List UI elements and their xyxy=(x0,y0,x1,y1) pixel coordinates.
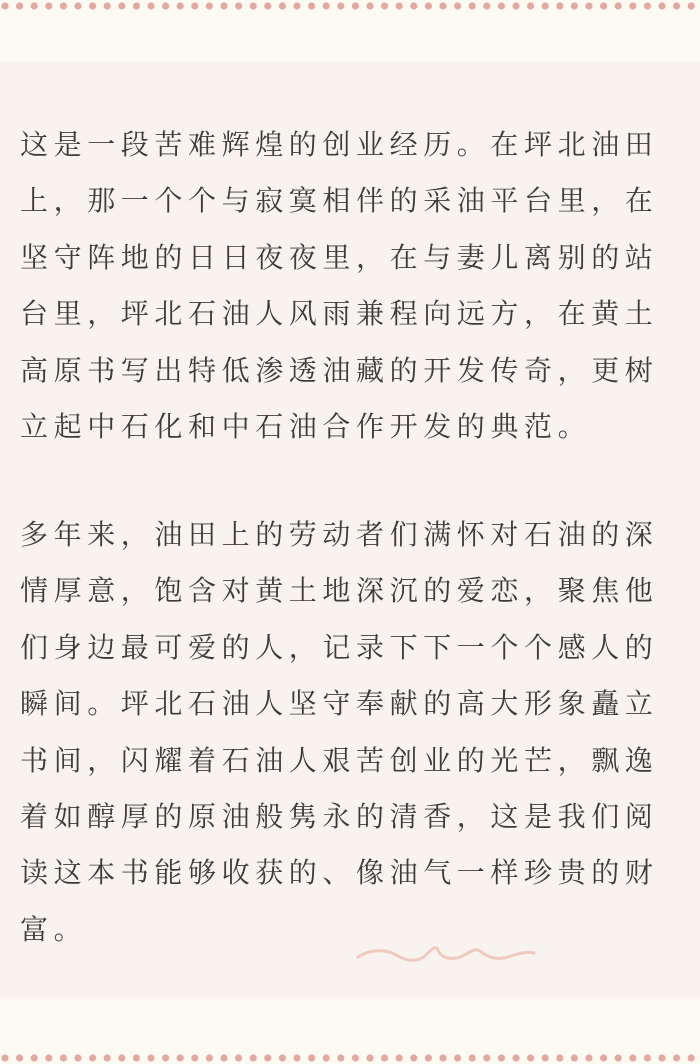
border-dot xyxy=(235,1054,242,1061)
border-dot xyxy=(235,2,242,9)
border-dot xyxy=(250,2,257,9)
border-dot xyxy=(352,2,359,9)
border-dot xyxy=(644,1054,651,1061)
border-dot xyxy=(220,2,227,9)
border-dot xyxy=(527,2,534,9)
border-dot xyxy=(483,2,490,9)
border-dot xyxy=(454,1054,461,1061)
border-dot xyxy=(542,2,549,9)
border-dot xyxy=(104,2,111,9)
border-dot xyxy=(498,2,505,9)
border-dot xyxy=(396,2,403,9)
border-dot xyxy=(556,2,563,9)
border-dot xyxy=(308,2,315,9)
border-dot xyxy=(439,1054,446,1061)
border-dot xyxy=(512,2,519,9)
border-dot xyxy=(89,1054,96,1061)
border-dot xyxy=(220,1054,227,1061)
article-paragraph-2: 多年来，油田上的劳动者们满怀对石油的深情厚意，饱含对黄土地深沉的爱恋，聚焦他们身边最可爱的人，记录下下一个个感人的瞬间。坪北石油人坚守奉献的高大形象矗立书间，闪耀着石油人艰苦创业的光芒，飘逸着如醇厚的原油般隽永的清香，这是我们阅读这本书能够收获的、像油气一样珍贵的财富。 xyxy=(20,518,659,946)
border-dot xyxy=(1,2,8,9)
border-dot xyxy=(60,1054,67,1061)
border-dot xyxy=(147,1054,154,1061)
border-dot xyxy=(323,1054,330,1061)
top-dot-border xyxy=(0,0,700,12)
border-dot xyxy=(337,2,344,9)
border-dot xyxy=(118,2,125,9)
border-dot xyxy=(498,1054,505,1061)
border-dot xyxy=(162,1054,169,1061)
border-dot xyxy=(688,1054,695,1061)
dot-border-icon xyxy=(0,0,700,12)
border-dot xyxy=(512,1054,519,1061)
border-dot xyxy=(425,1054,432,1061)
border-dot xyxy=(439,2,446,9)
border-dot xyxy=(89,2,96,9)
border-dot xyxy=(629,1054,636,1061)
dot-border-icon xyxy=(0,1052,700,1064)
border-dot xyxy=(658,2,665,9)
border-dot xyxy=(74,2,81,9)
border-dot xyxy=(293,2,300,9)
border-dot xyxy=(615,2,622,9)
border-dot xyxy=(31,2,38,9)
border-dot xyxy=(381,2,388,9)
border-dot xyxy=(45,1054,52,1061)
border-dot xyxy=(31,1054,38,1061)
border-dot xyxy=(45,2,52,9)
border-dot xyxy=(264,1054,271,1061)
border-dot xyxy=(571,1054,578,1061)
border-dot xyxy=(381,1054,388,1061)
border-dot xyxy=(527,1054,534,1061)
border-dot xyxy=(483,1054,490,1061)
border-dot xyxy=(60,2,67,9)
wave-divider-icon xyxy=(356,939,536,969)
article-paragraph-1: 这是一段苦难辉煌的创业经历。在坪北油田上，那一个个与寂寞相伴的采油平台里，在坚守阵地的日日夜夜里，在与妻儿离别的站台里，坪北石油人风雨兼程向远方，在黄土高原书写出特低渗透油藏的开发传奇，更树立起中石化和中石油合作开发的典范。 xyxy=(20,128,659,444)
border-dot xyxy=(688,2,695,9)
article-card xyxy=(0,62,700,998)
border-dot xyxy=(133,1054,140,1061)
border-dot xyxy=(147,2,154,9)
border-dot xyxy=(293,1054,300,1061)
border-dot xyxy=(366,2,373,9)
border-dot xyxy=(177,2,184,9)
border-dot xyxy=(206,1054,213,1061)
border-dot xyxy=(118,1054,125,1061)
border-dot xyxy=(206,2,213,9)
border-dot xyxy=(629,2,636,9)
border-dot xyxy=(366,1054,373,1061)
border-dot xyxy=(469,2,476,9)
border-dot xyxy=(571,2,578,9)
border-dot xyxy=(279,2,286,9)
border-dot xyxy=(658,1054,665,1061)
border-dot xyxy=(308,1054,315,1061)
border-dot xyxy=(264,2,271,9)
border-dot xyxy=(615,1054,622,1061)
border-dot xyxy=(469,1054,476,1061)
border-dot xyxy=(279,1054,286,1061)
border-dot xyxy=(162,2,169,9)
border-dot xyxy=(410,1054,417,1061)
border-dot xyxy=(410,2,417,9)
border-dot xyxy=(585,2,592,9)
border-dot xyxy=(396,1054,403,1061)
border-dot xyxy=(556,1054,563,1061)
border-dot xyxy=(191,2,198,9)
border-dot xyxy=(1,1054,8,1061)
border-dot xyxy=(74,1054,81,1061)
border-dot xyxy=(542,1054,549,1061)
border-dot xyxy=(337,1054,344,1061)
border-dot xyxy=(644,2,651,9)
border-dot xyxy=(352,1054,359,1061)
border-dot xyxy=(323,2,330,9)
border-dot xyxy=(104,1054,111,1061)
border-dot xyxy=(425,2,432,9)
bottom-dot-border xyxy=(0,1052,700,1064)
border-dot xyxy=(16,1054,23,1061)
border-dot xyxy=(600,2,607,9)
border-dot xyxy=(16,2,23,9)
border-dot xyxy=(673,2,680,9)
border-dot xyxy=(673,1054,680,1061)
border-dot xyxy=(585,1054,592,1061)
border-dot xyxy=(191,1054,198,1061)
border-dot xyxy=(600,1054,607,1061)
border-dot xyxy=(133,2,140,9)
border-dot xyxy=(177,1054,184,1061)
border-dot xyxy=(454,2,461,9)
border-dot xyxy=(250,1054,257,1061)
